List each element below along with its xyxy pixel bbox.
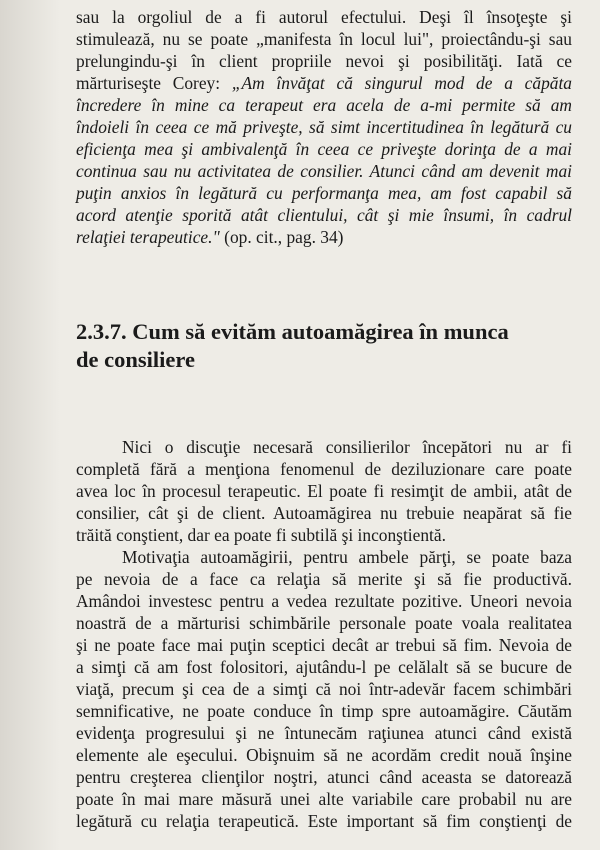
italic-text: îndoieli în ceea ce mă priveşte, să simt incertitudinea în legătură cu xyxy=(76,117,572,137)
quote-paragraph xyxy=(76,0,572,248)
text-line xyxy=(76,788,572,810)
text-segment: poate în mai mare măsură unei alte variabile care probabil nu are xyxy=(76,789,572,809)
text-segment: semnificative, ne poate conduce în timp spre autoamăgire. Căutăm xyxy=(76,701,572,721)
text-line xyxy=(76,810,572,832)
text-line xyxy=(76,546,572,568)
text-segment: legătură cu relaţia terapeutică. Este important să fim conştienţi de xyxy=(76,811,572,831)
text-line xyxy=(76,226,572,248)
text-line xyxy=(76,700,572,722)
text-line xyxy=(76,72,572,94)
text-segment: noastră de a mărturisi schimbările personale poate voala realitatea xyxy=(76,613,572,633)
text-line xyxy=(76,612,572,634)
italic-text: eficienţa mea şi ambivalenţă în ceea ce priveşte dorinţa de a mai xyxy=(76,139,572,159)
italic-text: continua sau nu activitatea de consilier. Atunci când am devenit mai xyxy=(76,161,572,181)
text-segment: a simţi că am fost folositori, ajutându-l pe celălalt să se bucure de xyxy=(76,657,572,677)
text-line xyxy=(76,28,572,50)
text-line xyxy=(76,568,572,590)
text-line xyxy=(76,50,572,72)
text-segment: viaţă, precum şi cea de a simţi că noi într-adevăr facem schimbări xyxy=(76,679,572,699)
text-line xyxy=(76,182,572,204)
text-segment: Nici o discuţie necesară consilierilor începători nu ar fi xyxy=(122,437,572,457)
section-heading xyxy=(76,248,572,374)
italic-text: „Am învăţat că singurul mod de a căpăta xyxy=(231,73,572,93)
text-line xyxy=(76,138,572,160)
text-line xyxy=(76,160,572,182)
text-line xyxy=(76,590,572,612)
italic-text: acord atenţie sporită atât clientului, cât şi mie însumi, în cadrul xyxy=(76,205,572,225)
text-segment: avea loc în procesul terapeutic. El poate fi resimţit de ambii, atât de xyxy=(76,481,572,501)
italic-text: încredere în mine ca terapeut era acela de a-mi permite să am xyxy=(76,95,572,115)
text-line xyxy=(76,524,572,546)
text-segment: Amândoi investesc pentru a vedea rezultate pozitive. Uneori nevoia xyxy=(76,591,572,611)
text-segment: consilier, cât şi de client. Autoamăgirea nu trebuie neapărat să fie xyxy=(76,503,572,523)
italic-text: relaţiei terapeutice." xyxy=(76,227,220,247)
text-line xyxy=(76,678,572,700)
text-segment: pentru creşterea clienţilor noştri, atunci când aceasta se datorează xyxy=(76,767,572,787)
text-segment: sau la orgoliul de a fi autorul efectului. Deşi îl însoţeşte şi xyxy=(76,7,572,27)
text-segment: trăită conştient, dar ea poate fi subtilă şi inconştientă. xyxy=(76,525,446,545)
text-line xyxy=(76,744,572,766)
text-segment: elemente ale eşecului. Obişnuim să ne acordăm credit nouă înşine xyxy=(76,745,572,765)
text-line xyxy=(76,722,572,744)
text-line xyxy=(76,634,572,656)
text-line xyxy=(76,204,572,226)
text-segment: mărturiseşte Corey: xyxy=(76,73,232,93)
body-paragraphs xyxy=(76,374,572,832)
text-line xyxy=(76,458,572,480)
text-segment: stimulează, nu se poate „manifesta în locul lui", proiectându-şi sau xyxy=(76,29,572,49)
text-line xyxy=(76,766,572,788)
heading-line: de consiliere xyxy=(76,347,195,372)
italic-text: puţin anxios în legătură cu performanţa mea, am fost capabil să xyxy=(76,183,572,203)
heading-line: 2.3.7. Cum să evităm autoamăgirea în munca xyxy=(76,319,509,344)
text-segment: prelungindu-şi în client propriile nevoi şi posibilităţi. Iată ce xyxy=(76,51,572,71)
text-line xyxy=(76,502,572,524)
text-segment: evidenţa progresului şi ne întunecăm raţiunea atunci când există xyxy=(76,723,572,743)
text-segment: (op. cit., pag. 34) xyxy=(219,227,344,247)
text-line xyxy=(76,116,572,138)
text-line xyxy=(76,436,572,458)
text-segment: completă fără a menţiona fenomenul de deziluzionare care poate xyxy=(76,459,572,479)
text-segment: şi ne poate face mai puţin sceptici decât ar trebui să fim. Nevoia de xyxy=(76,635,572,655)
text-segment: Motivaţia autoamăgirii, pentru ambele părţi, se poate baza xyxy=(122,547,572,567)
text-line xyxy=(76,480,572,502)
text-line xyxy=(76,6,572,28)
text-segment: pe nevoia de a face ca relaţia să merite şi să fie productivă. xyxy=(76,569,572,589)
text-line xyxy=(76,656,572,678)
text-line xyxy=(76,94,572,116)
